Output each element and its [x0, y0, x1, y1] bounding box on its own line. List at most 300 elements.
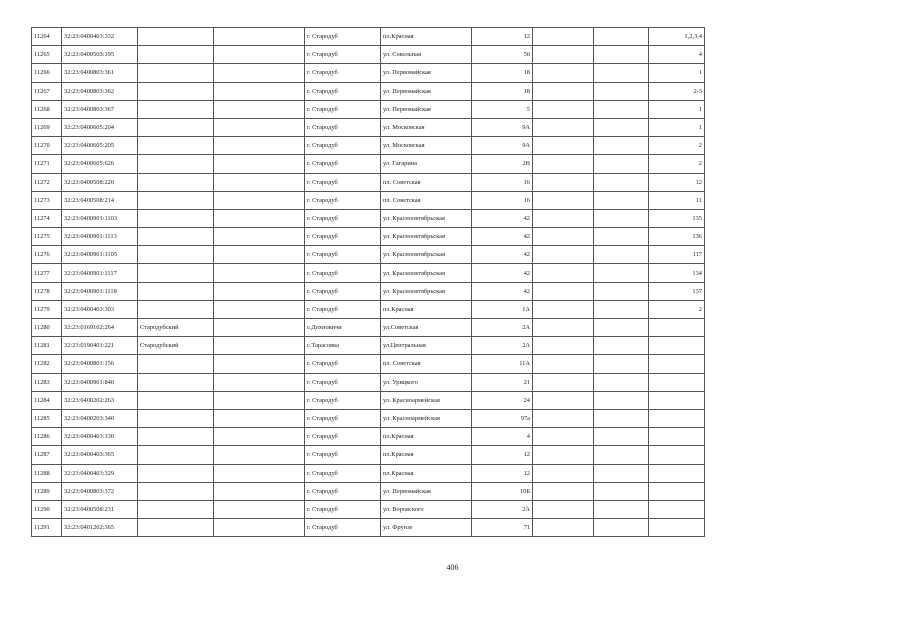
cell-cadastral-number: 32:23:0400803:367: [62, 100, 138, 118]
cell-street: ул. Московская: [381, 118, 472, 136]
cell-house-number: 71: [472, 519, 533, 537]
cell-settlement-type: [214, 446, 305, 464]
cell-apartment: 134: [649, 264, 705, 282]
cell-structure: [594, 100, 649, 118]
cell-house-number: 12: [472, 464, 533, 482]
cell-structure: [594, 428, 649, 446]
cell-apartment: 1: [649, 118, 705, 136]
cell-cadastral-number: 32:23:0400203:340: [62, 409, 138, 427]
cell-cadastral-number: 32:23:0400901:1113: [62, 228, 138, 246]
cell-cadastral-number: 32:23:0400803:362: [62, 82, 138, 100]
cell-house-number: 50: [472, 46, 533, 64]
cell-locality: г. Стародуб: [305, 282, 381, 300]
cell-locality: г. Стародуб: [305, 355, 381, 373]
cell-settlement-type: [214, 264, 305, 282]
cell-settlement-type: [214, 337, 305, 355]
cell-district: [138, 391, 214, 409]
table-row: [32, 118, 705, 136]
cell-building: [533, 428, 594, 446]
cell-house-number: 11А: [472, 355, 533, 373]
cell-settlement-type: [214, 155, 305, 173]
cell-settlement-type: [214, 137, 305, 155]
cell-street: ул.Советская: [381, 319, 472, 337]
table-row: [32, 191, 705, 209]
cell-street: ул. Воровского: [381, 500, 472, 518]
cell-apartment: [649, 355, 705, 373]
cell-house-number: 16: [472, 191, 533, 209]
cell-street: ул. Первомайская: [381, 482, 472, 500]
cell-apartment: 11: [649, 191, 705, 209]
cell-district: [138, 82, 214, 100]
cell-structure: [594, 173, 649, 191]
cell-district: [138, 155, 214, 173]
cell-street: пл.Красная: [381, 28, 472, 46]
cell-apartment: [649, 409, 705, 427]
cell-structure: [594, 337, 649, 355]
cell-apartment: [649, 500, 705, 518]
table-row: [32, 482, 705, 500]
cell-row-number: 11281: [32, 337, 62, 355]
cell-settlement-type: [214, 464, 305, 482]
cell-cadastral-number: 32:23:0400901:1118: [62, 282, 138, 300]
cell-building: [533, 373, 594, 391]
cell-settlement-type: [214, 173, 305, 191]
cell-house-number: 42: [472, 264, 533, 282]
cell-district: [138, 464, 214, 482]
cell-structure: [594, 209, 649, 227]
cell-building: [533, 300, 594, 318]
cell-building: [533, 100, 594, 118]
cell-street: пл. Советская: [381, 355, 472, 373]
cell-building: [533, 264, 594, 282]
cell-street: пл.Красная: [381, 428, 472, 446]
cell-structure: [594, 282, 649, 300]
cell-settlement-type: [214, 500, 305, 518]
cell-apartment: 136: [649, 228, 705, 246]
cell-house-number: 5: [472, 100, 533, 118]
cell-district: [138, 500, 214, 518]
cell-locality: г. Стародуб: [305, 228, 381, 246]
table-row: [32, 137, 705, 155]
cell-apartment: 1: [649, 64, 705, 82]
cell-house-number: 24: [472, 391, 533, 409]
table-row: [32, 100, 705, 118]
cell-structure: [594, 246, 649, 264]
cell-cadastral-number: 32:23:0400202:263: [62, 391, 138, 409]
cell-locality: с.Дохновичи: [305, 319, 381, 337]
cell-building: [533, 409, 594, 427]
cell-cadastral-number: 32:23:0169102:264: [62, 319, 138, 337]
cell-cadastral-number: 32:23:0400403:332: [62, 28, 138, 46]
cell-district: Стародубский: [138, 337, 214, 355]
cell-row-number: 11279: [32, 300, 62, 318]
cell-apartment: 12: [649, 173, 705, 191]
cell-building: [533, 118, 594, 136]
cell-settlement-type: [214, 191, 305, 209]
cell-house-number: 16: [472, 173, 533, 191]
cell-district: Стародубский: [138, 319, 214, 337]
cell-settlement-type: [214, 46, 305, 64]
cell-building: [533, 500, 594, 518]
cell-house-number: 9А: [472, 137, 533, 155]
cell-structure: [594, 319, 649, 337]
cell-house-number: 2В: [472, 155, 533, 173]
cell-building: [533, 228, 594, 246]
cell-district: [138, 300, 214, 318]
cell-street: ул.Центральная: [381, 337, 472, 355]
cell-structure: [594, 464, 649, 482]
cell-district: [138, 173, 214, 191]
cell-settlement-type: [214, 209, 305, 227]
cell-building: [533, 391, 594, 409]
cell-district: [138, 46, 214, 64]
table-row: [32, 209, 705, 227]
cell-structure: [594, 64, 649, 82]
cell-house-number: 10Б: [472, 482, 533, 500]
cell-street: ул. Красноармейская: [381, 409, 472, 427]
cell-structure: [594, 300, 649, 318]
table-row: [32, 246, 705, 264]
cell-structure: [594, 482, 649, 500]
cell-row-number: 11284: [32, 391, 62, 409]
cell-row-number: 11285: [32, 409, 62, 427]
cell-locality: г. Стародуб: [305, 118, 381, 136]
cell-street: пл.Красная: [381, 464, 472, 482]
cell-building: [533, 191, 594, 209]
cell-building: [533, 319, 594, 337]
cell-structure: [594, 373, 649, 391]
cell-structure: [594, 264, 649, 282]
cell-street: ул. Красноармейская: [381, 391, 472, 409]
registry-table: [31, 27, 705, 537]
cell-street: ул. Краснооктябрьская: [381, 209, 472, 227]
cell-locality: г. Стародуб: [305, 64, 381, 82]
cell-house-number: 18: [472, 64, 533, 82]
cell-structure: [594, 391, 649, 409]
cell-settlement-type: [214, 373, 305, 391]
cell-building: [533, 355, 594, 373]
cell-row-number: 11267: [32, 82, 62, 100]
cell-building: [533, 337, 594, 355]
cell-house-number: 42: [472, 209, 533, 227]
cell-house-number: 21: [472, 373, 533, 391]
cell-structure: [594, 355, 649, 373]
cell-settlement-type: [214, 282, 305, 300]
table-row: [32, 228, 705, 246]
cell-apartment: 1,2,3,4: [649, 28, 705, 46]
cell-cadastral-number: 32:23:0400605:205: [62, 137, 138, 155]
cell-apartment: [649, 446, 705, 464]
cell-structure: [594, 446, 649, 464]
cell-house-number: 42: [472, 282, 533, 300]
cell-row-number: 11278: [32, 282, 62, 300]
cell-district: [138, 118, 214, 136]
cell-structure: [594, 519, 649, 537]
cell-settlement-type: [214, 64, 305, 82]
cell-street: пл.Красная: [381, 446, 472, 464]
cell-house-number: 2А: [472, 337, 533, 355]
table-row: [32, 319, 705, 337]
cell-district: [138, 409, 214, 427]
cell-locality: г. Стародуб: [305, 373, 381, 391]
cell-locality: г. Стародуб: [305, 264, 381, 282]
table-row: [32, 155, 705, 173]
cell-cadastral-number: 32:23:0400403:303: [62, 300, 138, 318]
cell-apartment: 2: [649, 155, 705, 173]
cell-row-number: 11282: [32, 355, 62, 373]
table-row: [32, 355, 705, 373]
cell-settlement-type: [214, 409, 305, 427]
cell-district: [138, 28, 214, 46]
cell-settlement-type: [214, 118, 305, 136]
cell-cadastral-number: 32:23:0400901:1105: [62, 246, 138, 264]
cell-apartment: 4: [649, 46, 705, 64]
cell-district: [138, 209, 214, 227]
cell-building: [533, 28, 594, 46]
table-row: [32, 28, 705, 46]
cell-locality: г. Стародуб: [305, 482, 381, 500]
table-row: [32, 82, 705, 100]
cell-locality: г. Стародуб: [305, 137, 381, 155]
cell-building: [533, 155, 594, 173]
cell-row-number: 11265: [32, 46, 62, 64]
cell-locality: г. Стародуб: [305, 464, 381, 482]
cell-apartment: [649, 391, 705, 409]
cell-house-number: 9А: [472, 118, 533, 136]
cell-structure: [594, 500, 649, 518]
cell-building: [533, 137, 594, 155]
cell-locality: г. Стародуб: [305, 409, 381, 427]
cell-settlement-type: [214, 228, 305, 246]
cell-settlement-type: [214, 300, 305, 318]
page-number: 406: [446, 563, 459, 572]
cell-row-number: 11273: [32, 191, 62, 209]
cell-street: ул. Краснооктябрьская: [381, 282, 472, 300]
table-body: [32, 28, 705, 537]
cell-street: ул. Первомайская: [381, 82, 472, 100]
cell-row-number: 11274: [32, 209, 62, 227]
table-row: [32, 446, 705, 464]
cell-house-number: 18: [472, 82, 533, 100]
cell-locality: г. Стародуб: [305, 191, 381, 209]
cell-cadastral-number: 32:23:0400605:626: [62, 155, 138, 173]
cell-building: [533, 446, 594, 464]
cell-apartment: [649, 519, 705, 537]
cell-row-number: 11277: [32, 264, 62, 282]
cell-cadastral-number: 32:23:0400901:1103: [62, 209, 138, 227]
cell-building: [533, 464, 594, 482]
cell-house-number: 2А: [472, 319, 533, 337]
cell-street: ул. Московская: [381, 137, 472, 155]
cell-apartment: 2-3: [649, 82, 705, 100]
table-row: [32, 264, 705, 282]
cell-locality: г. Стародуб: [305, 173, 381, 191]
cell-cadastral-number: 32:23:0401202:365: [62, 519, 138, 537]
cell-settlement-type: [214, 82, 305, 100]
cell-street: ул. Фрунзе: [381, 519, 472, 537]
cell-building: [533, 46, 594, 64]
cell-settlement-type: [214, 519, 305, 537]
cell-apartment: [649, 319, 705, 337]
cell-row-number: 11272: [32, 173, 62, 191]
cell-building: [533, 246, 594, 264]
table-row: [32, 428, 705, 446]
cell-cadastral-number: 32:23:0400508:231: [62, 500, 138, 518]
cell-house-number: 4: [472, 428, 533, 446]
table-row: [32, 409, 705, 427]
cell-building: [533, 519, 594, 537]
cell-locality: г. Стародуб: [305, 519, 381, 537]
cell-building: [533, 482, 594, 500]
table-row: [32, 282, 705, 300]
cell-house-number: 42: [472, 246, 533, 264]
table-row: [32, 391, 705, 409]
cell-row-number: 11275: [32, 228, 62, 246]
cell-apartment: 137: [649, 282, 705, 300]
cell-street: ул. Гагарина: [381, 155, 472, 173]
cell-locality: г. Стародуб: [305, 82, 381, 100]
cell-row-number: 11287: [32, 446, 62, 464]
cell-house-number: 2А: [472, 500, 533, 518]
cell-row-number: 11268: [32, 100, 62, 118]
cell-row-number: 11290: [32, 500, 62, 518]
cell-row-number: 11269: [32, 118, 62, 136]
cell-cadastral-number: 32:23:0400605:204: [62, 118, 138, 136]
cell-district: [138, 282, 214, 300]
cell-apartment: 1: [649, 100, 705, 118]
cell-structure: [594, 228, 649, 246]
cell-row-number: 11264: [32, 28, 62, 46]
cell-district: [138, 264, 214, 282]
cell-cadastral-number: 32:23:0400403:330: [62, 428, 138, 446]
cell-district: [138, 355, 214, 373]
cell-locality: г. Стародуб: [305, 100, 381, 118]
cell-cadastral-number: 32:23:0400503:195: [62, 46, 138, 64]
cell-row-number: 11270: [32, 137, 62, 155]
cell-house-number: 12: [472, 446, 533, 464]
cell-settlement-type: [214, 100, 305, 118]
cell-structure: [594, 155, 649, 173]
cell-locality: г. Стародуб: [305, 300, 381, 318]
cell-street: пл.Красная: [381, 300, 472, 318]
cell-building: [533, 173, 594, 191]
cell-cadastral-number: 32:23:0400508:214: [62, 191, 138, 209]
cell-locality: г. Стародуб: [305, 46, 381, 64]
cell-district: [138, 482, 214, 500]
table-row: [32, 337, 705, 355]
cell-row-number: 11289: [32, 482, 62, 500]
cell-apartment: [649, 337, 705, 355]
cell-settlement-type: [214, 319, 305, 337]
cell-district: [138, 446, 214, 464]
cell-cadastral-number: 32:23:0190401:221: [62, 337, 138, 355]
cell-apartment: [649, 482, 705, 500]
table-row: [32, 300, 705, 318]
cell-street: пл. Советская: [381, 173, 472, 191]
cell-apartment: 117: [649, 246, 705, 264]
cell-row-number: 11280: [32, 319, 62, 337]
cell-structure: [594, 137, 649, 155]
cell-cadastral-number: 32:23:0400803:361: [62, 64, 138, 82]
cell-settlement-type: [214, 246, 305, 264]
cell-street: ул. Краснооктябрьская: [381, 246, 472, 264]
cell-cadastral-number: 32:23:0400803:372: [62, 482, 138, 500]
cell-house-number: 1А: [472, 300, 533, 318]
cell-row-number: 11266: [32, 64, 62, 82]
cell-structure: [594, 28, 649, 46]
cell-building: [533, 209, 594, 227]
cell-structure: [594, 46, 649, 64]
cell-building: [533, 64, 594, 82]
cell-locality: с.Тарасовка: [305, 337, 381, 355]
cell-structure: [594, 409, 649, 427]
cell-district: [138, 519, 214, 537]
cell-locality: г. Стародуб: [305, 246, 381, 264]
cell-cadastral-number: 32:23:0400403:329: [62, 464, 138, 482]
cell-district: [138, 373, 214, 391]
cell-apartment: 2: [649, 300, 705, 318]
cell-cadastral-number: 32:23:0400801:156: [62, 355, 138, 373]
cell-settlement-type: [214, 28, 305, 46]
cell-locality: г. Стародуб: [305, 428, 381, 446]
cell-apartment: 2: [649, 137, 705, 155]
cell-district: [138, 137, 214, 155]
cell-settlement-type: [214, 391, 305, 409]
cell-district: [138, 100, 214, 118]
table-row: [32, 46, 705, 64]
cell-structure: [594, 118, 649, 136]
cell-district: [138, 228, 214, 246]
cell-apartment: 135: [649, 209, 705, 227]
cell-structure: [594, 82, 649, 100]
cell-locality: г. Стародуб: [305, 209, 381, 227]
cell-row-number: 11288: [32, 464, 62, 482]
cell-apartment: [649, 373, 705, 391]
table-row: [32, 500, 705, 518]
cell-street: ул. Сокольная: [381, 46, 472, 64]
cell-settlement-type: [214, 482, 305, 500]
table-row: [32, 373, 705, 391]
cell-street: ул. Урицкого: [381, 373, 472, 391]
cell-street: ул. Первомайская: [381, 100, 472, 118]
cell-locality: г. Стародуб: [305, 155, 381, 173]
cell-locality: г. Стародуб: [305, 391, 381, 409]
table-row: [32, 64, 705, 82]
cell-district: [138, 64, 214, 82]
cell-settlement-type: [214, 355, 305, 373]
cell-building: [533, 82, 594, 100]
cell-locality: г. Стародуб: [305, 500, 381, 518]
cell-cadastral-number: 32:23:0400508:220: [62, 173, 138, 191]
cell-locality: г. Стародуб: [305, 446, 381, 464]
table-row: [32, 519, 705, 537]
cell-street: ул. Первомайская: [381, 64, 472, 82]
cell-row-number: 11286: [32, 428, 62, 446]
cell-district: [138, 191, 214, 209]
cell-cadastral-number: 32:23:0400901:840: [62, 373, 138, 391]
cell-row-number: 11276: [32, 246, 62, 264]
cell-street: пл. Советская: [381, 191, 472, 209]
cell-district: [138, 246, 214, 264]
cell-building: [533, 282, 594, 300]
cell-row-number: 11271: [32, 155, 62, 173]
cell-row-number: 11291: [32, 519, 62, 537]
cell-structure: [594, 191, 649, 209]
table-row: [32, 464, 705, 482]
cell-house-number: 97а: [472, 409, 533, 427]
cell-cadastral-number: 32:23:0400901:1117: [62, 264, 138, 282]
cell-locality: г. Стародуб: [305, 28, 381, 46]
